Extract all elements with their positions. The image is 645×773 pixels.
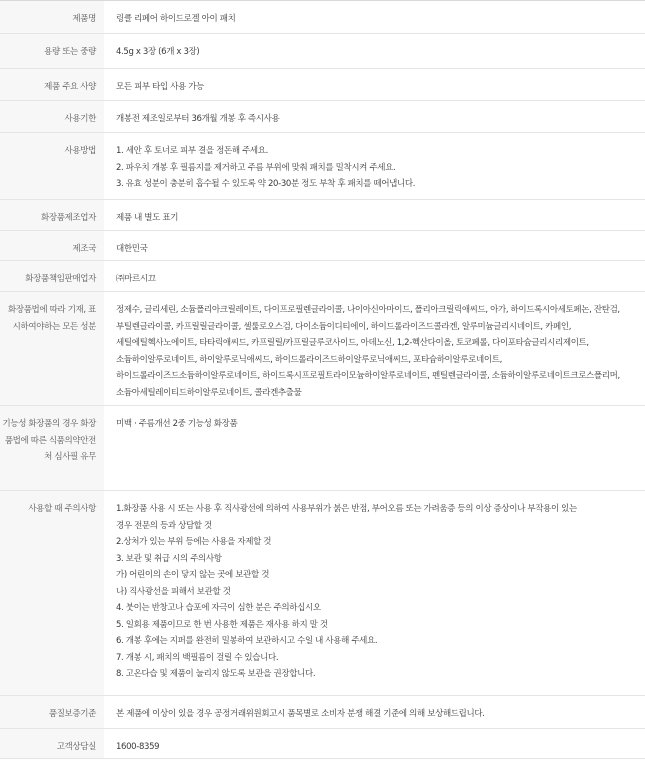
row-label: 화장품제조업자 bbox=[0, 200, 104, 231]
row-value bbox=[104, 406, 645, 491]
row-label: 제조국 bbox=[0, 231, 104, 261]
row-value bbox=[104, 491, 645, 696]
value-line: 1.화장품 사용 시 또는 사용 후 직사광선에 의하여 사용부위가 붉은 반점, 부어오름 또는 가려움증 등의 이상 증상이나 부작용이 있는 bbox=[116, 504, 577, 514]
value-line: 개봉전 제조일로부터 36개월 개봉 후 즉시사용 bbox=[116, 114, 280, 124]
value-line: 가) 어린이의 손이 닿지 않는 곳에 보관할 것 bbox=[116, 570, 270, 580]
row-cautions bbox=[0, 491, 645, 696]
row-value bbox=[104, 231, 645, 261]
value-line: 1. 세안 후 토너로 피부 결을 정돈해 주세요. bbox=[116, 146, 269, 156]
row-customer-service bbox=[0, 729, 645, 759]
row-label: 제품명 bbox=[0, 1, 104, 34]
value-line: 경우 전문의 등과 상담할 것 bbox=[116, 520, 212, 531]
row-value bbox=[104, 729, 645, 759]
value-line: 모든 피부 타입 사용 가능 bbox=[116, 82, 205, 92]
row-value bbox=[104, 69, 645, 101]
value-line: 대한민국 bbox=[116, 244, 148, 254]
value-line: 2.상처가 있는 부위 등에는 사용을 자제할 것 bbox=[116, 537, 272, 547]
ingredients-text: 정제수, 글리세린, 소듐폴리아크릴레이트, 다이프로필렌글라이콜, 나이아신아마이드, 폴리아크릴릭애씨드, 아가, 하이드록시아세토페논, 잔탄검, 부틸렌글라이콜, 카프릴릴글라이콜, 셀룰로오스검, 다이소듐이디티에이, 하이드롤라이즈드콜라겐, 알루미늄글리시네이트, 카페인, 세틸에틸헥사노에이트, 타타릭애씨드, 카프릴릴/카프릴글루코사이드, 아데노신, 1,2-헥산다이올, 토코페롤, 다이포타슘글리시리제이트, 소듐하이알루로네이트, 하이알루로닉애씨드, 하이드롤라이즈드하이알루로닉애씨드, 포타슘하이알루로네이트, 하이드롤라이즈드소듐하이알루로네이트, 하이드록시프로필트라이모늄하이알루로네이트, 펜틸렌글라이콜, 소듐하이알루로네이트크로스폴리머, 소듐아세틸레이티드하이알루로네이트, 콜라겐추출물 bbox=[116, 305, 620, 398]
value-line: ㈜마르시끄 bbox=[116, 274, 156, 284]
row-manufacturer bbox=[0, 200, 645, 231]
row-expiry bbox=[0, 101, 645, 133]
row-main-spec bbox=[0, 69, 645, 101]
value-line: 5. 일회용 제품이므로 한 번 사용한 제품은 재사용 하지 말 것 bbox=[116, 619, 328, 630]
row-seller bbox=[0, 261, 645, 292]
value-line: 4.5g x 3장 (6개 x 3장) bbox=[116, 47, 200, 57]
row-ingredients bbox=[0, 292, 645, 406]
row-label: 용량 또는 중량 bbox=[0, 34, 104, 69]
value-line: 4. 붓이는 반창고나 습포에 자극이 심한 분은 주의하십시오 bbox=[116, 603, 321, 613]
row-label: 화장품법에 따라 기재, 표시하여야하는 모든 성분 bbox=[0, 292, 104, 406]
value-line: 2. 파우치 개봉 후 필름지를 제거하고 주름 부위에 맞춰 패치를 밀착시켜 주세요. bbox=[116, 162, 396, 173]
value-line: 6. 개봉 후에는 지퍼를 완전히 밀봉하여 보관하시고 수일 내 사용해 주세요. bbox=[116, 636, 378, 646]
row-value bbox=[104, 696, 645, 729]
row-label: 고객상담실 bbox=[0, 729, 104, 759]
value-line: 3. 보관 및 취급 시의 주의사항 bbox=[116, 553, 222, 564]
value-line: 미백 · 주름개선 2중 기능성 화장품 bbox=[116, 419, 238, 429]
row-usage bbox=[0, 133, 645, 200]
row-value bbox=[104, 133, 645, 200]
value-line: 제품 내 별도 표기 bbox=[116, 213, 179, 223]
value-line: 8. 고온다습 및 제품이 눌리지 않도록 보관을 권장합니다. bbox=[116, 669, 316, 679]
row-label: 사용방법 bbox=[0, 133, 104, 200]
row-quality bbox=[0, 696, 645, 729]
value-line: 링클 리페어 하이드로겔 아이 패치 bbox=[116, 14, 236, 24]
row-product-name bbox=[0, 1, 645, 34]
row-value bbox=[104, 1, 645, 34]
row-value bbox=[104, 34, 645, 69]
row-label: 제품 주요 사양 bbox=[0, 69, 104, 101]
row-label: 품질보증기준 bbox=[0, 696, 104, 729]
row-label: 화장품책임판매업자 bbox=[0, 261, 104, 292]
row-label: 사용할 때 주의사항 bbox=[0, 491, 104, 696]
value-line: 1600-8359 bbox=[116, 742, 160, 752]
value-line: 7. 개봉 시, 패치의 백필름이 걸릴 수 있습니다. bbox=[116, 652, 279, 663]
row-country bbox=[0, 231, 645, 261]
row-capacity bbox=[0, 34, 645, 69]
value-line: 나) 직사광선을 피해서 보관할 것 bbox=[116, 586, 231, 597]
row-value bbox=[104, 261, 645, 292]
value-line: 본 제품에 이상이 있을 경우 공정거래위원회고시 품목별로 소비자 분쟁 해결 기준에 의해 보상해드립니다. bbox=[116, 709, 485, 719]
row-value bbox=[104, 200, 645, 231]
row-label: 기능성 화장품의 경우 화장품법에 따른 식품의약안전처 심사필 유무 bbox=[0, 406, 104, 491]
value-line: 3. 유효 성분이 충분히 흡수될 수 있도록 약 20-30분 정도 부착 후 패치를 떼어냅니다. bbox=[116, 179, 416, 189]
row-value bbox=[104, 292, 645, 406]
row-label: 사용기한 bbox=[0, 101, 104, 133]
row-functional bbox=[0, 406, 645, 491]
row-value bbox=[104, 101, 645, 133]
